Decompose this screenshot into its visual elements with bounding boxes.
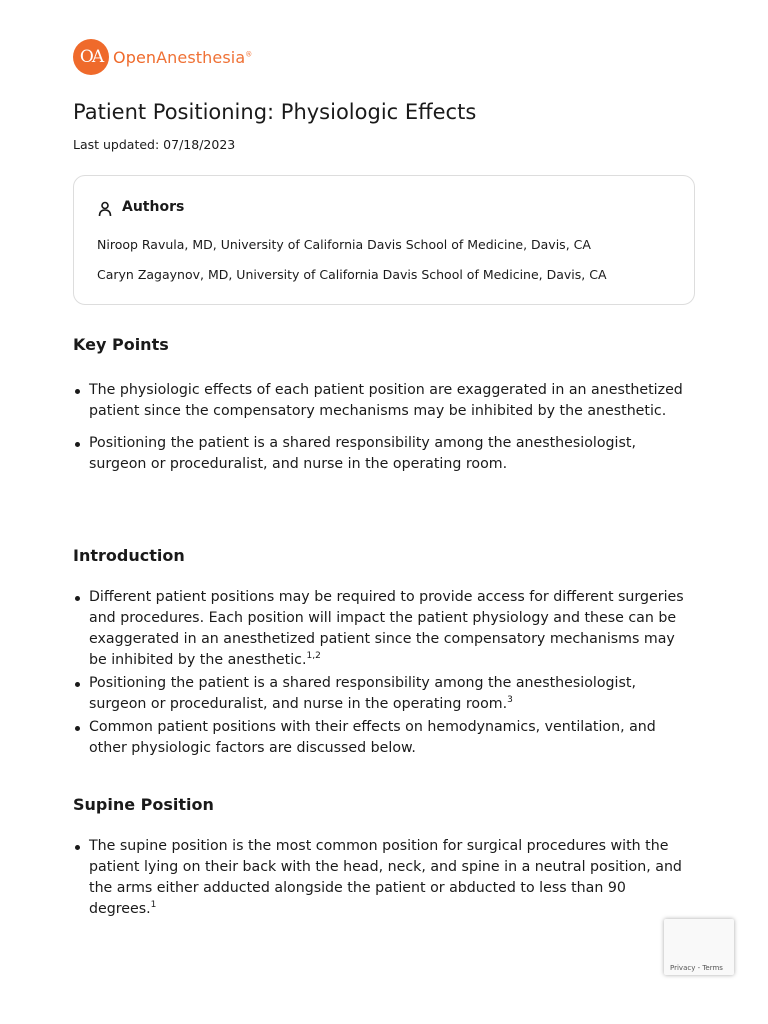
authors-header	[98, 197, 184, 217]
logo-registered-mark: ®	[245, 50, 253, 59]
list-item-text: Positioning the patient is a shared responsibility among the anesthesiologist, surgeon or proceduralist, and nurse in the operating room.	[89, 435, 636, 472]
reference-link[interactable]: 1	[150, 900, 157, 910]
last-updated: Last updated: 07/18/2023	[73, 137, 236, 152]
list-item-text: Different patient positions may be required to provide access for different surgeries and procedures. Each position will impact the patient physiology and these can be exaggerated in an anesthetized patient since the compensatory mechanisms may be inhibited by the anesthetic.	[89, 589, 684, 668]
authors-heading: Authors	[122, 199, 185, 215]
list-item-text: Positioning the patient is a shared responsibility among the anesthesiologist, surgeon or proceduralist, and nurse in the operating room.	[89, 675, 636, 712]
logo-mark-icon: OA	[73, 39, 109, 75]
author-item: Niroop Ravula, MD, University of California Davis School of Medicine, Davis, CA	[97, 237, 591, 252]
recaptcha-privacy-terms-link[interactable]: Privacy - Terms	[670, 964, 723, 972]
key-points-heading: Key Points	[73, 335, 169, 354]
person-icon	[98, 201, 112, 217]
logo-wordmark	[113, 48, 252, 67]
introduction-list	[73, 587, 697, 759]
list-item-text: Common patient positions with their effects on hemodynamics, ventilation, and other physiologic factors are discussed below.	[89, 719, 656, 756]
supine-position-list	[73, 836, 697, 920]
introduction-heading: Introduction	[73, 546, 185, 565]
list-item	[73, 380, 697, 422]
key-points-list	[73, 380, 697, 475]
recaptcha-badge[interactable]	[664, 919, 734, 975]
list-item-text: The physiologic effects of each patient position are exaggerated in an anesthetized patient since the compensatory mechanisms may be inhibited by the anesthetic.	[89, 382, 683, 419]
site-logo[interactable]	[73, 39, 252, 75]
reference-link[interactable]: 1,2	[306, 651, 321, 661]
list-item	[73, 717, 697, 759]
supine-position-heading: Supine Position	[73, 795, 214, 814]
author-item: Caryn Zagaynov, MD, University of California Davis School of Medicine, Davis, CA	[97, 267, 607, 282]
reference-link[interactable]: 3	[507, 695, 513, 705]
list-item-text: The supine position is the most common position for surgical procedures with the patient lying on their back with the head, neck, and spine in a neutral position, and the arms either adducted alongside the patient or abducted to less than 90 degrees.	[89, 838, 682, 917]
list-item	[73, 836, 697, 920]
list-item	[73, 673, 697, 715]
list-item	[73, 587, 697, 671]
logo-anesthesia-text: Anesthesia	[156, 47, 246, 67]
logo-open-text: Open	[113, 47, 157, 67]
page-title: Patient Positioning: Physiologic Effects	[73, 100, 477, 124]
authors-card	[73, 175, 695, 305]
list-item	[73, 433, 697, 475]
